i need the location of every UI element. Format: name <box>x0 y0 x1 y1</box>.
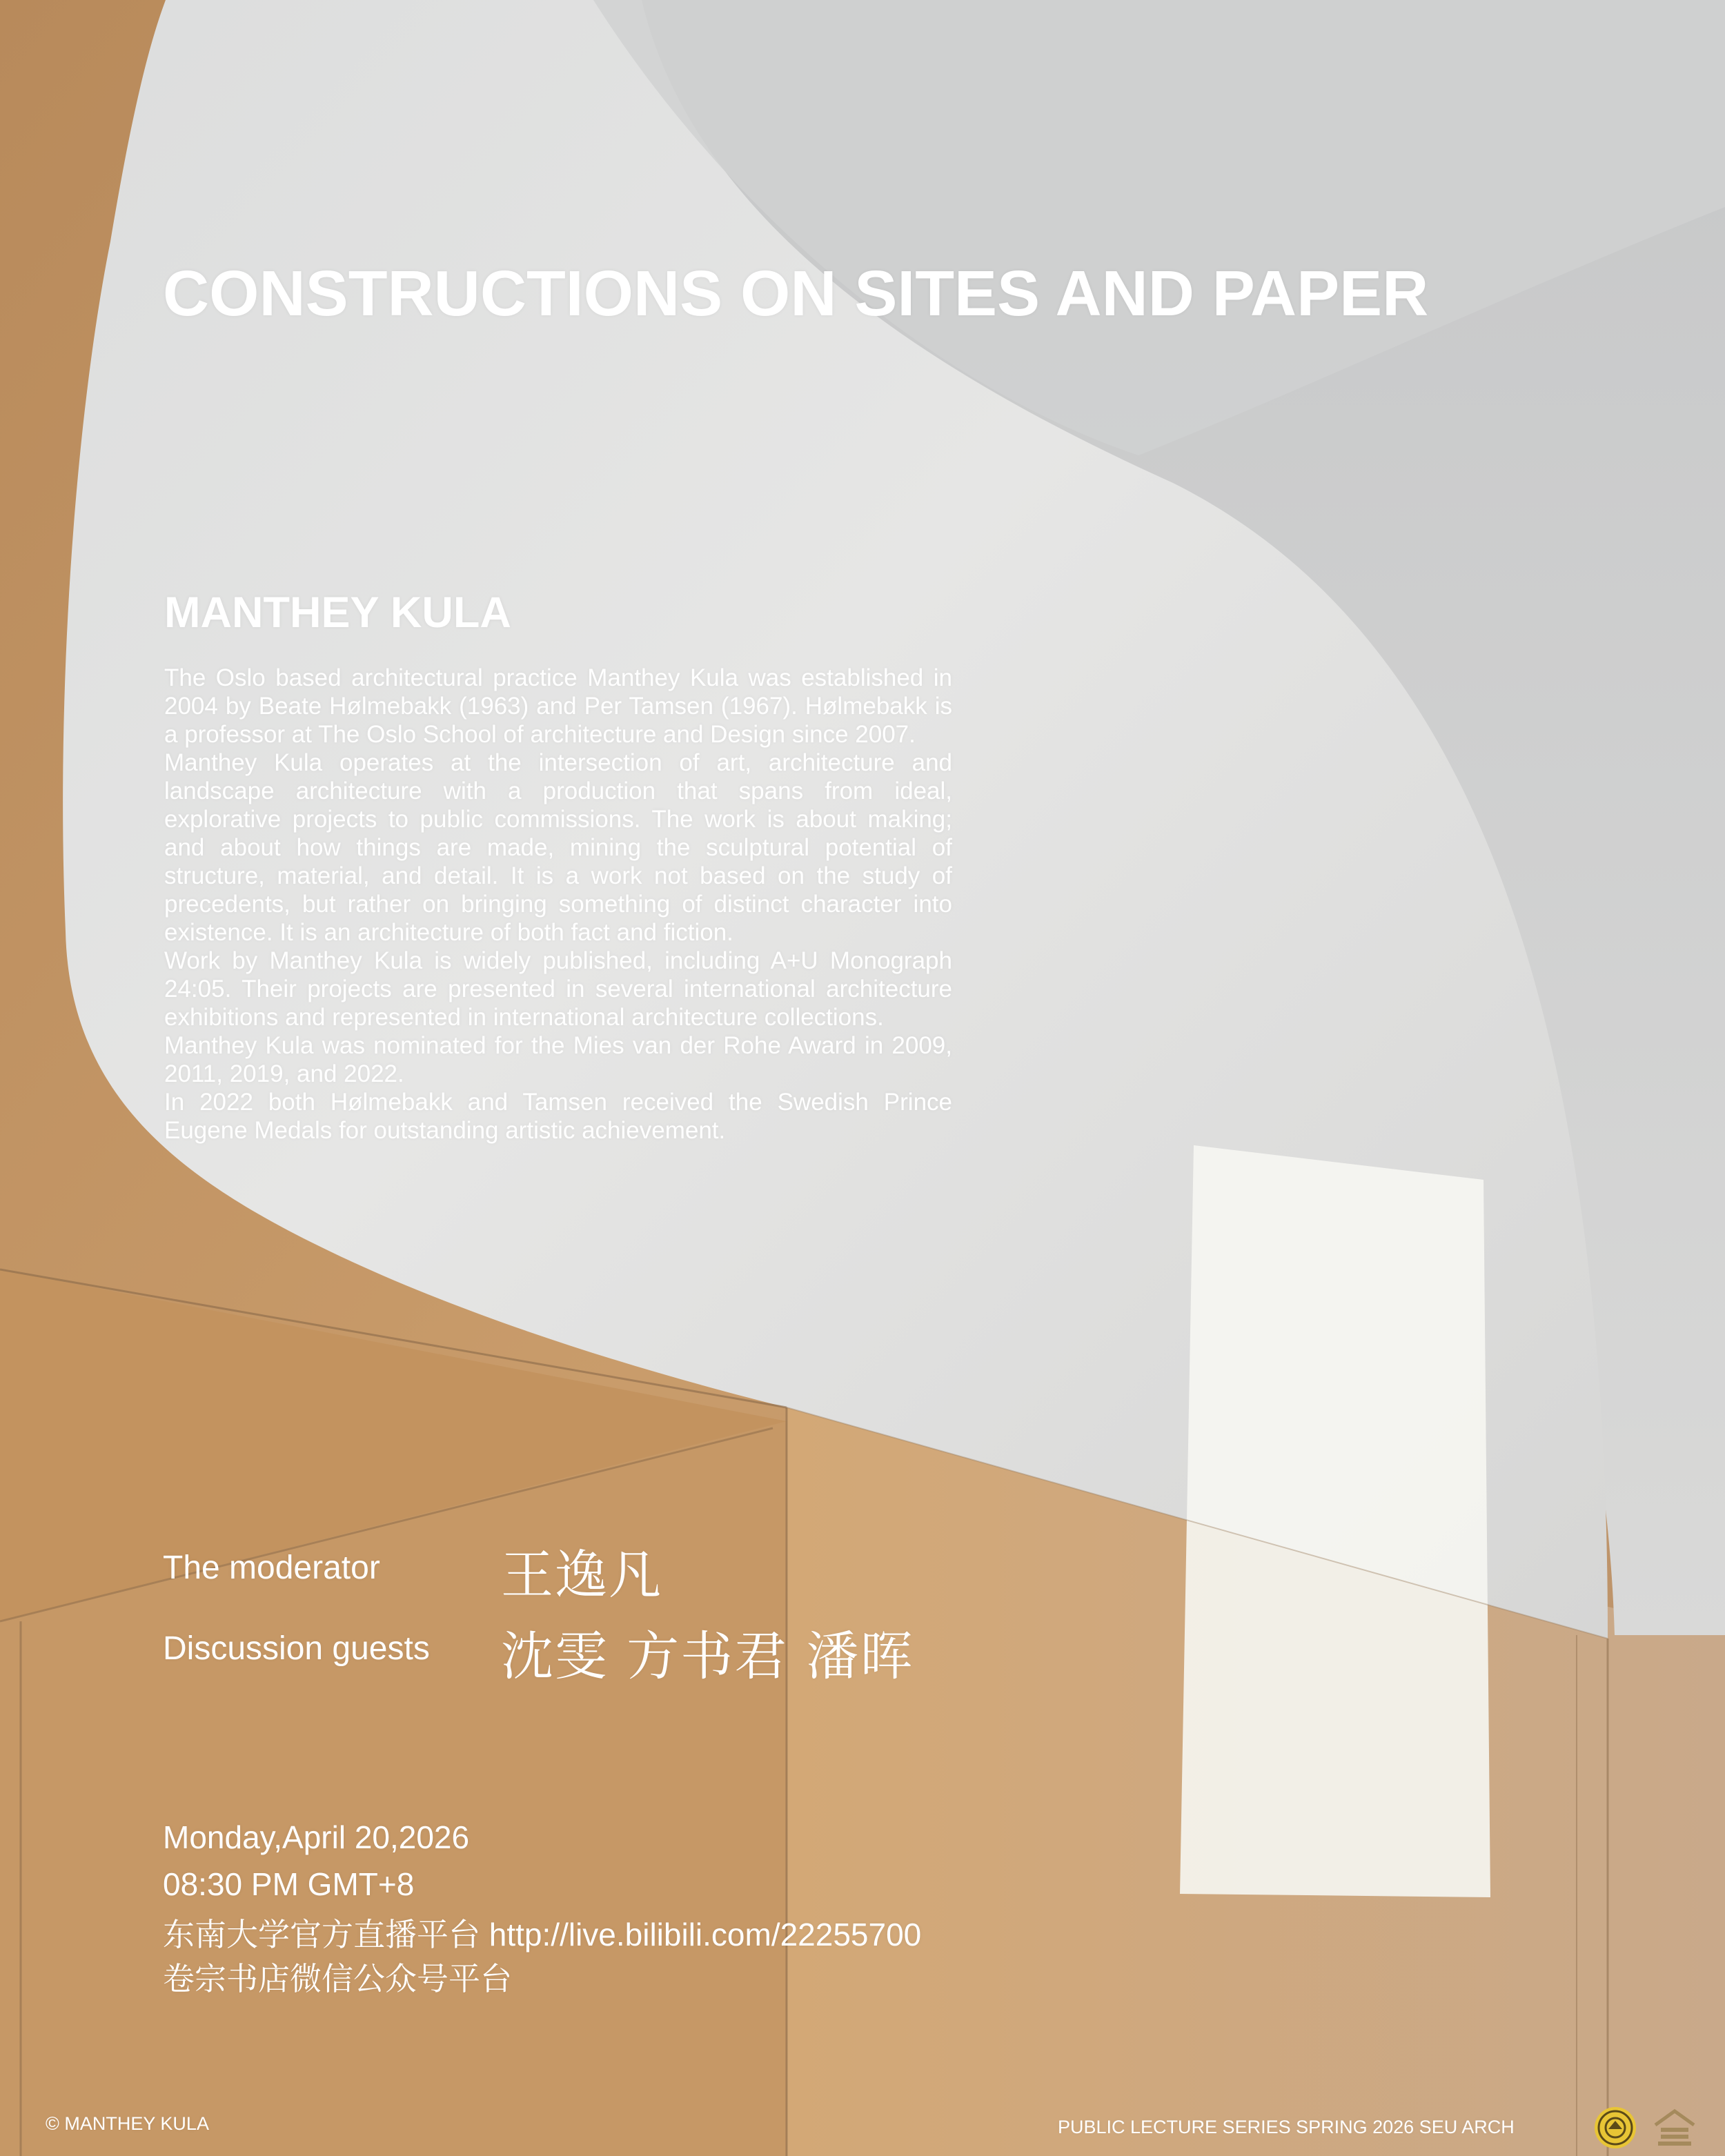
poster-title: CONSTRUCTIONS ON SITES AND PAPER <box>163 257 1429 329</box>
event-time: 08:30 PM GMT+8 <box>163 1866 415 1902</box>
guests-label: Discussion guests <box>163 1630 430 1667</box>
stream-link-bilibili: 东南大学官方直播平台 http://live.bilibili.com/22255700 <box>163 1917 922 1952</box>
bio-paragraph: In 2022 both Hølmebakk and Tamsen received the Swedish Prince Eugene Medals for outstanding artistic achievement. <box>164 1089 952 1144</box>
lecture-series: PUBLIC LECTURE SERIES SPRING 2026 SEU ARCH <box>1058 2117 1515 2137</box>
stream-wechat: 卷宗书店微信公众号平台 <box>163 1961 512 1997</box>
bio-paragraph: Manthey Kula was nominated for the Mies van der Rohe Award in 2009, 2011, 2019, and 2022. <box>164 1032 952 1087</box>
moderator-label: The moderator <box>163 1550 380 1586</box>
university-seal-icon <box>1593 2106 1637 2150</box>
building-logo-icon <box>1653 2107 1697 2148</box>
moderator-name: 王逸凡 <box>501 1544 662 1605</box>
event-date: Monday,April 20,2026 <box>163 1819 470 1855</box>
bio-paragraph: The Oslo based architectural practice Manthey Kula was established in 2004 by Beate Hølmebakk (1963) and Per Tamsen (1967). Hølmebakk is a professor at The Oslo School of architecture and Design since 2007. <box>164 664 952 748</box>
bio-paragraph: Work by Manthey Kula is widely published, including A+U Monograph 24:05. Their projects are presented in several international architecture exhibitions and represented in international architecture collections. <box>164 947 952 1031</box>
bio-paragraph: Manthey Kula operates at the intersection of art, architecture and landscape architecture with a production that spans from ideal, explorative projects to public commissions. The work is about making; and about how things are made, mining the sculptural potential of structure, material, and detail. It is a work not based on the study of precedents, but rather on bringing something of distinct character into existence. It is an architecture of both fact and fiction. <box>164 749 952 946</box>
photo-credit: © MANTHEY KULA <box>46 2113 209 2134</box>
architect-bio <box>164 664 952 1145</box>
architect-name: MANTHEY KULA <box>164 589 511 637</box>
guests-names: 沈雯 方书君 潘晖 <box>501 1625 914 1687</box>
